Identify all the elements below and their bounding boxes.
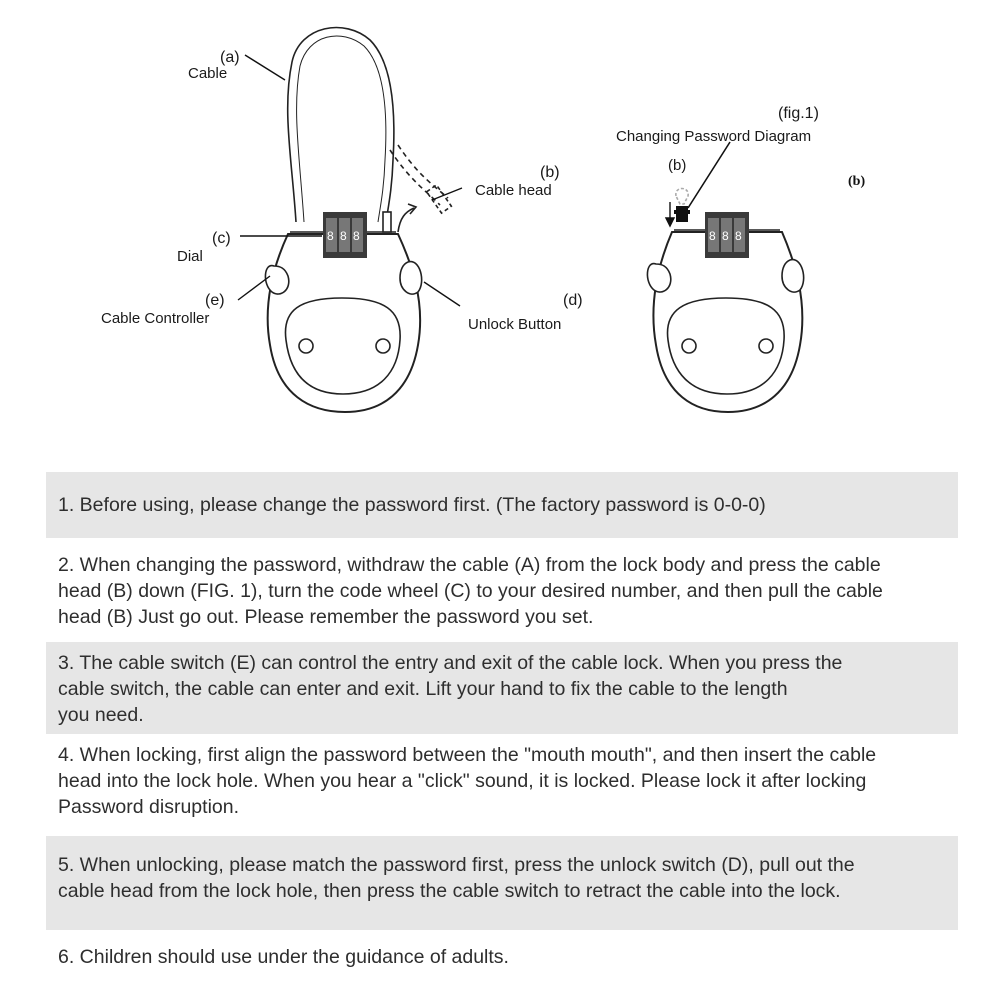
unlock-label: Unlock Button xyxy=(468,316,562,333)
b-small-label: (b) xyxy=(668,157,687,174)
svg-text:8: 8 xyxy=(340,229,347,243)
instruction-4 xyxy=(46,742,958,822)
fig-label: (fig.1) xyxy=(778,105,819,122)
unlock-letter: (d) xyxy=(563,292,583,309)
controller-letter: (e) xyxy=(205,292,225,309)
right-dial-digit-2: 8 xyxy=(722,229,729,243)
right-dial xyxy=(705,212,749,258)
cable-label: Cable xyxy=(188,65,228,82)
instruction-2 xyxy=(46,552,958,632)
instruction-3 xyxy=(46,642,958,734)
instruction-4-text: 4. When locking, first align the password between the "mouth mouth", and then insert the cable head into the lock hole. When you hear a "click" sound, it is locked. Please lock it after locking Password disruption. xyxy=(58,744,877,818)
instruction-3-text: 3. The cable switch (E) can control the entry and exit of the cable lock. When you press the cable switch, the cable can enter and exit. Lift your hand to fix the cable to the length you need. xyxy=(58,652,843,726)
cable-head-letter: (b) xyxy=(540,164,560,181)
svg-text:8: 8 xyxy=(353,229,360,243)
instruction-6 xyxy=(46,944,958,974)
instruction-1 xyxy=(46,472,958,538)
cable-controller-button xyxy=(265,266,288,294)
cable-head-label: Cable head xyxy=(475,182,552,199)
lock-diagram xyxy=(0,0,1002,460)
instruction-1-text: 1. Before using, please change the password first. (The factory password is 0-0-0) xyxy=(58,494,766,516)
right-dial-digit-1: 8 xyxy=(709,229,716,243)
svg-text:8: 8 xyxy=(327,229,334,243)
unlock-button xyxy=(400,262,422,294)
instruction-5-text: 5. When unlocking, please match the password first, press the unlock switch (D), pull out the cable head from the lock hole, then press the cable switch to retract the cable into the lock. xyxy=(58,854,855,902)
left-dial xyxy=(323,212,367,258)
cable-letter: (a) xyxy=(220,49,240,66)
dial-letter: (c) xyxy=(212,230,231,247)
controller-label: Cable Controller xyxy=(101,310,210,327)
b-bold-label: (b) xyxy=(848,174,866,189)
lock-body xyxy=(268,234,421,412)
dial-label: Dial xyxy=(177,248,203,265)
instruction-5 xyxy=(46,836,958,930)
instruction-2-text: 2. When changing the password, withdraw the cable (A) from the lock body and press the cable head (B) down (FIG. 1), turn the code wheel (C) to your desired number, and then pull the cable head (B) Just go out. Please remember the password you set. xyxy=(58,554,883,628)
instruction-6-text: 6. Children should use under the guidance of adults. xyxy=(58,946,509,968)
changing-password-title: Changing Password Diagram xyxy=(616,128,812,145)
right-dial-digit-3: 8 xyxy=(735,229,742,243)
